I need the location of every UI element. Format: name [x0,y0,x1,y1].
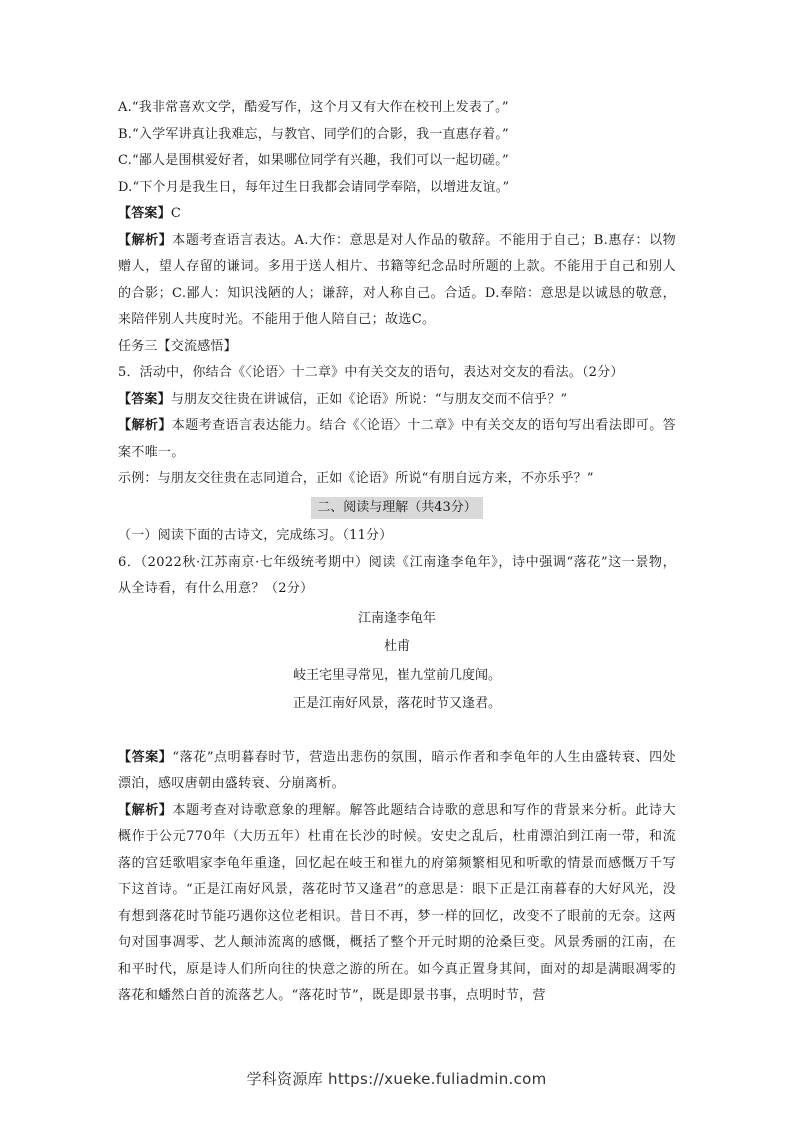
q5-example: 示例：与朋友交往贵在志同道合，正如《论语》所说“有朋自远方来，不亦乐乎？” [118,471,594,486]
q4-analysis-text: 本题考查语言表达。A.大作：意思是对人作品的敬辞。不能用于自己；B.惠存：以物赠人，望人存留的谦词。多用于送人相片、书籍等纪念品时所题的上款。不能用于自己和别人的合影；C.鄙人：知识浅陋的人；谦辞，对人称自己。合适。D.奉陪：意思是以诚恳的敬意，来陪伴别人共度时光。不能用于他人陪自己；故选C。 [118,232,676,327]
poem-title: 江南逢李龟年 [357,610,436,626]
q5-analysis [118,413,676,466]
analysis-tag: 【解析】 [118,232,173,248]
poem-author: 杜甫 [383,639,410,654]
q5-analysis-text: 本题考查语言表达能力。结合《〈论语〉十二章》中有关交友的语句写出看法即可。答案不唯一。 [118,418,676,460]
q4-answer-text: C [170,206,181,221]
analysis-tag: 【解析】 [118,802,173,818]
option-d: D.“下个月是我生日，每年过生日我都会请同学奉陪，以增进友谊。” [118,179,510,195]
q5-answer [118,387,676,414]
q6-answer-text: “落花”点明暮春时节，营造出悲伤的氛围，暗示作者和李龟年的人生由盛转衰、四处漂泊，感叹唐朝由盛转衰、分崩离析。 [118,749,677,791]
answer-tag: 【答案】 [118,206,171,221]
q4-analysis [118,228,676,334]
task3-heading: 任务三【交流感悟】 [118,338,237,354]
subsection-heading: （一）阅读下面的古诗文，完成练习。（11分） [118,528,393,543]
q6-question: 6．（2022秋·江苏南京·七年级统考期中）阅读《江南逢李龟年》，诗中强调“落花”这一景物，从全诗看，有什么用意？（2分） [118,554,676,596]
q5-answer-text: 与朋友交往贵在讲诚信，正如《论语》所说：“与朋友交而不信乎？” [170,391,568,407]
document-body [118,95,676,1010]
analysis-tag: 【解析】 [118,418,172,433]
section-heading-wrap [118,495,676,522]
option-c: C.“鄙人是围棋爱好者，如果哪位同学有兴趣，我们可以一起切磋。” [118,153,509,168]
option-b: B.“入学军讲真让我难忘，与教官、同学们的合影，我一直惠存着。” [118,126,509,142]
answer-tag: 【答案】 [118,749,173,765]
q6-analysis-text: 本题考查对诗歌意象的理解。解答此题结合诗歌的意思和写作的背景来分析。此诗大概作于公元770年（大历五年）杜甫在长沙的时候。安史之乱后，杜甫漂泊到江南一带，和流落的宫廷歌唱家李龟年重逢，回忆起在岐王和崔九的府第频繁相见和听歌的情景而感慨万千写下这首诗。“正是江南好风景，落花时节又逢君”的意思是：眼下正是江南暮春的大好风光，没有想到落花时节能巧遇你这位老相识。昔日不再，梦一样的回忆，改变不了眼前的无奈。这两句对国事凋零、艺人颠沛流离的感慨，概括了整个开元时期的沧桑巨变。风景秀丽的江南，在和平时代，原是诗人们所向往的快意之游的所在。如今真正置身其间，面对的却是满眼凋零的落花和蟠然白首的流落艺人。“落花时节”，既是即景书事，点明时节，营 [118,802,676,1003]
q5-question: 5．活动中，你结合《〈论语〉十二章》中有关交友的语句，表达对交友的看法。（2分） [118,365,624,380]
poem [118,605,676,719]
option-a: A.“我非常喜欢文学，酷爱写作，这个月又有大作在校刊上发表了。” [118,100,509,115]
answer-tag: 【答案】 [118,391,171,407]
footer-watermark: 学科资源库 https://xueke.fuliadmin.com [246,1070,547,1088]
q6-analysis [118,798,676,1010]
q6-answer [118,745,676,798]
poem-line-1: 岐王宅里寻常见，崔九堂前几度闻。 [292,667,501,683]
poem-line-2: 正是江南好风景，落花时节又逢君。 [292,696,501,711]
section-heading: 二、阅读与理解（共43分） [311,497,483,519]
q4-answer [118,201,676,228]
